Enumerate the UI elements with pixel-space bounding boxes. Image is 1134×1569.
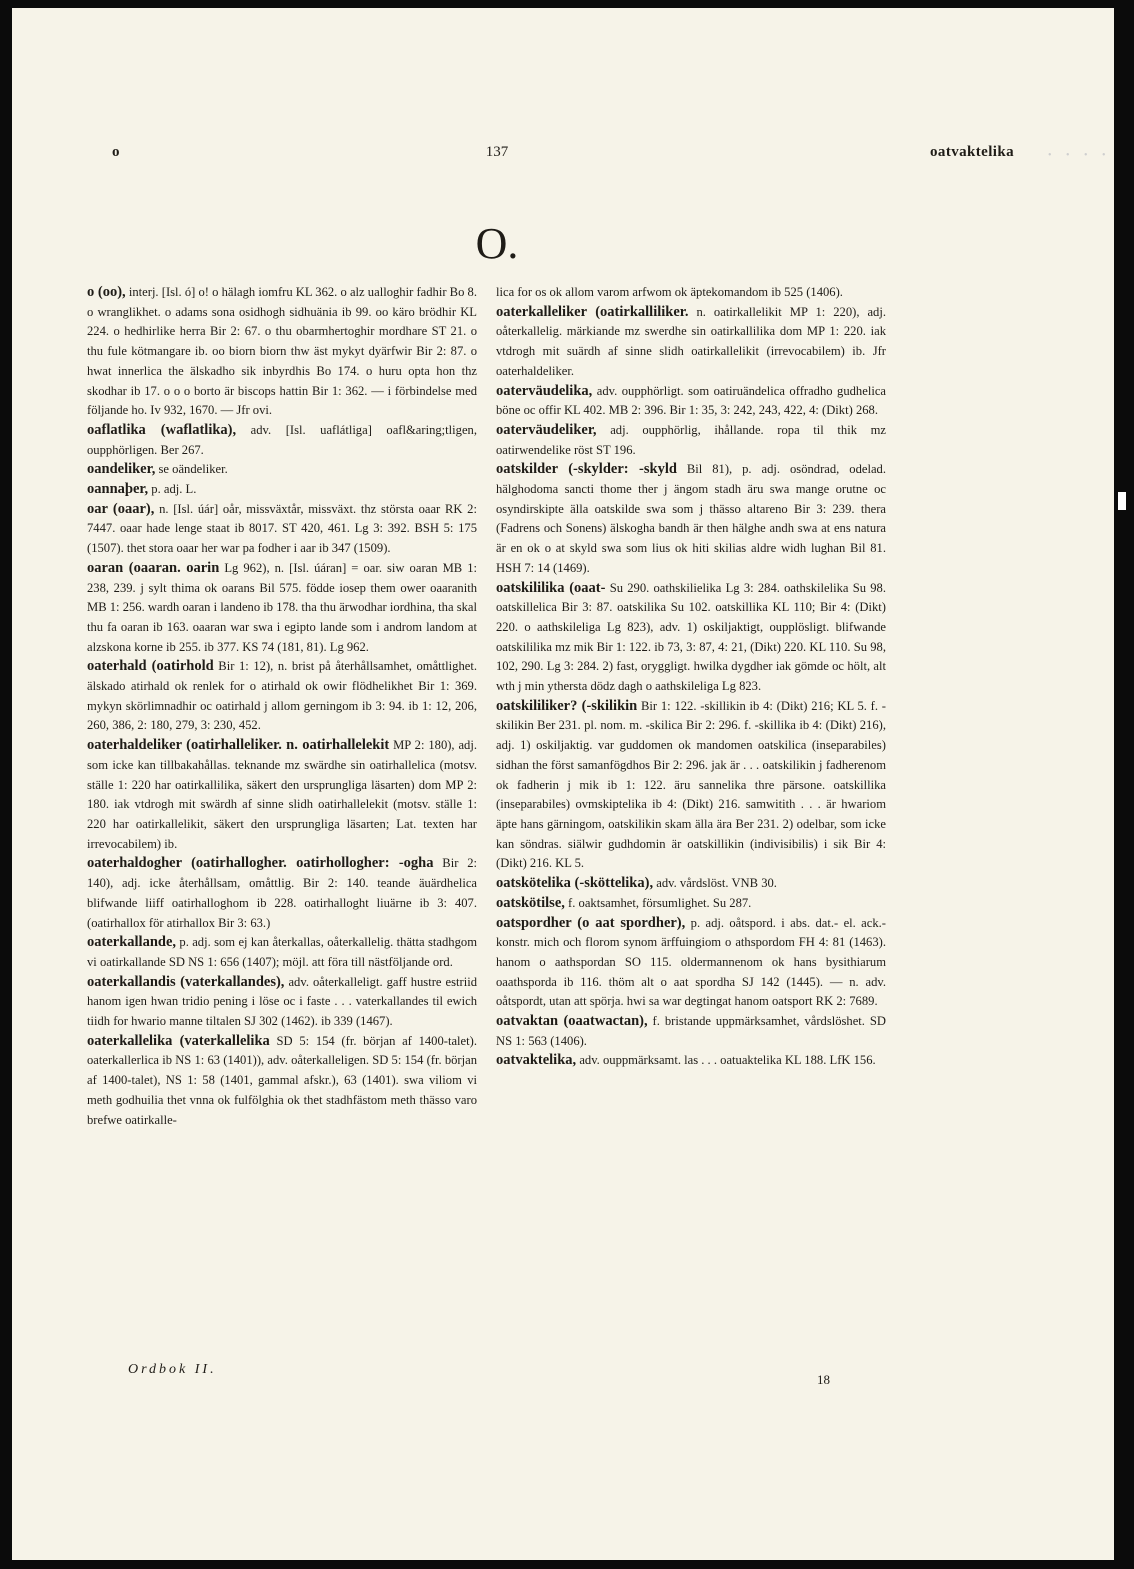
signature-mark: Ordbok II. — [128, 1362, 217, 1377]
running-head-left: o — [112, 144, 120, 160]
entry-body: adv. [Isl. uaflátliga] oafl&aring;tligen, oupphörligen. Ber 267. — [87, 422, 477, 457]
running-head-right: oatvaktelika — [930, 144, 1014, 160]
dictionary-entry — [496, 303, 886, 382]
headword: oaterkalleliker (oatirkalliliker. — [496, 303, 689, 320]
headword: oaterhaldogher (oatirhallogher. oatirhollogher: -ogha — [87, 855, 434, 872]
headword: oatspordher (o aat spordher), — [496, 914, 686, 931]
dictionary-entry — [496, 382, 886, 421]
entry-body: lica for os ok allom varom arfwom ok äptekomandom ib 525 (1406). — [496, 285, 843, 299]
dictionary-entry — [87, 421, 477, 460]
entry-body: n. [Isl. úár] oår, missväxtår, missväxt. thz största oaar RK 2: 7447. oaar hade lenge staat ib 8017. ST 420, 461. Lg 3: 392. BSH 5: 175 (1507). thet stora oaar her war pa fodher i aar ib 347 (1509). — [87, 501, 477, 556]
dictionary-entry — [496, 874, 886, 894]
dictionary-entry — [87, 973, 477, 1032]
headword: oatvaktan (oaatwactan), — [496, 1013, 648, 1030]
headword: oatskilder (-skylder: -skyld — [496, 461, 677, 478]
headword: o (oo), — [87, 284, 126, 300]
dictionary-entry — [87, 933, 477, 972]
dictionary-entry — [87, 559, 477, 658]
entry-body: f. oaktsamhet, försumlighet. Su 287. — [568, 895, 752, 910]
headword: oatvaktelika, — [496, 1052, 577, 1069]
headword: oaterhald (oatirhold — [87, 658, 214, 675]
entry-body: f. bristande uppmärksamhet, vårdslöshet. SD NS 1: 563 (1406). — [496, 1014, 886, 1048]
entry-body: p. adj. L. — [151, 482, 197, 497]
entry-body: adv. oupphörligt. som oatiruändelica offradho gudhelica böne oc offir KL 402. MB 2: 396. Bir 1: 35, 3: 242, 243, 422, 4: (Dikt) 268. — [496, 383, 886, 418]
section-letter: O. — [475, 219, 519, 268]
entry-body: Lg 962), n. [Isl. úáran] = oar. siw oaran MB 1: 238, 239. j sylt thima ok oarans Bil 575. födde iosep them ower oaaranith MB 1: 256. wardh oaran i landeno ib 178. tha thu ärwodhar iordhina, tha skal thu fa oaran ib 163. oaaran war swa i egipto lande som i androm landom at alzskona korne ib 255. ib 377. KS 74 (181, 81). Lg 962. — [87, 560, 477, 654]
entry-body: Bir 1: 12), n. brist på återhållsamhet, omåttlighet. älskado atirhald ok renlek for o atirhald ok owir flödhelikhet Bir 1: 369. mykyn skörlimnadhir oc oatirhald j allom gerningom ib 3: 94. ib 1: 12, 206, 260, 386, 2: 180, 279, 3: 230, 452. — [87, 659, 478, 733]
entry-body: p. adj. oåtspord. i abs. dat.- el. ack.-konstr. mich och florom synom ärffuingiom o athspordom FH 4: 81 (1463). hanom o aathspordan SO 115. oldermannenom ok hans bysithiarum oaathsporda ib 116. thöm alt o aat spordha SJ 142 (1445). — n. adv. oåtspordt, utan att spörja. hwi sa war degtingat hanom oatsport RK 2: 7689. — [496, 915, 886, 1009]
headword: oatskililika (oaat- — [496, 579, 606, 596]
dictionary-entry — [87, 1032, 477, 1131]
headword: oar (oaar), — [87, 500, 155, 517]
entry-body: Bir 1: 122. -skillikin ib 4: (Dikt) 216; KL 5. f. -skilikin Ber 231. pl. nom. m. -skilica Bir 2: 296. f. -skillika ib 4: (Dikt) 216), adj. 1) oskiljaktig. var guddomen ok mandomen oatskilica (inseparabiles) sidhan the först samanfögdhos Bir 2: 296. jak är . . . oatskilikin j fadherenom ok fadherin j mik ib 1: 122. äru sannelika thre pärsone. oatskillika (inseparabiles) ovmskiptelika ib 4: (Dikt) 216. samwitith . . . är hwariom äpte hans gärningom, oatskilikin skam älla ära Ber 231. 2) odelbar, som icke kan söndras. siälwir gudhdomin är oatskillikin (indivisibilis) i sik Bir 4: (Dikt) 216. KL 5. — [496, 698, 886, 871]
entry-body: p. adj. som ej kan återkallas, oåterkallelig. thätta stadhgom vi oatirkallande SD NS 1: 656 (1407); möjl. att föra till nästföljande ord. — [87, 935, 477, 969]
dictionary-entry — [87, 736, 477, 854]
dictionary-entry — [496, 460, 886, 578]
headword: oaran (oaaran. oarin — [87, 559, 220, 576]
dictionary-entry — [496, 894, 886, 914]
entry-body: adv. vårdslöst. VNB 30. — [656, 876, 777, 891]
headword: oaterkallandis (vaterkallandes), — [87, 973, 285, 990]
dictionary-entry — [496, 579, 886, 697]
entry-body: n. oatirkallelikit MP 1: 220), adj. oåterkallelig. märkiande mz swerdhe sin oatirkallilika dom MP 1: 220. iak vtdrogh mit suärdh af sinne slidh oatirkallelikit (irrevocabilem) ib. Jfr oaterhaldeliker. — [496, 304, 886, 378]
headword: oatskötelika (-sköttelika), — [496, 875, 654, 892]
headword: oatskililiker? (-skilikin — [496, 697, 638, 714]
headword: oatskötilse, — [496, 894, 565, 911]
dictionary-entry — [496, 697, 886, 874]
entry-body: Bil 81), p. adj. osöndrad, odelad. hälghodoma sancti thome ther j ängom stadh äru swa mange orutne oc osyndirskipte älla oatskilde swa som j thässo altareno Bir 3: 239. thera (Fadrens och Sonens) älskogha bandh är then hälghe andh swa at ens natura är en ok o at skyld swa som lius ok hiti skilias aldre widh lughan Bil 81. HSH 7: 14 (1469). — [496, 462, 886, 575]
entry-body: se oändeliker. — [158, 462, 228, 477]
dictionary-entry — [496, 421, 886, 460]
page-number: 137 — [485, 144, 509, 160]
entry-body: SD 5: 154 (fr. början af 1400-talet). oaterkallerlica ib NS 1: 63 (1401)), adv. oåterkalleligen. SD 5: 154 (fr. början af 1400-talet), NS 1: 58 (1401, gammal afskr.), 63 (1401). swa viliom vi meth godhuilia thet vnna ok fulfölghia ok thet stadhfästom meth thässo varo brefwe oatirkalle- — [87, 1033, 477, 1127]
headword: oandeliker, — [87, 461, 156, 478]
headword: oaterkallande, — [87, 934, 177, 951]
dictionary-entry — [496, 1012, 886, 1051]
dictionary-entry — [87, 480, 477, 500]
dictionary-entry — [87, 283, 477, 421]
entry-body: adv. oåterkalleligt. gaff hustre estriid hanom igen hwan tridio pening i löse oc i faste . . . vaterkallandes til ewich tiidh for hwario manne tiltalen SJ 302 (1462). ib 339 (1467). — [87, 974, 477, 1029]
headword: oaterväudeliker, — [496, 421, 597, 438]
dictionary-entry — [87, 854, 477, 933]
entry-body: Bir 2: 140), adj. icke återhållsam, omåttlig. Bir 2: 140. teande äuärdhelica blifwande liiff oatirhalloghom ib 228. oatirhalloght liuärne ib 3: 407. (oatirhallox för atirhallox Bir 3: 63.) — [87, 856, 478, 930]
edge-dots: • • • • — [1048, 150, 1112, 161]
dictionary-page — [12, 8, 1114, 1560]
left-column — [87, 283, 477, 1130]
entry-body: MP 2: 180), adj. som icke kan tillbakahållas. teknande mz swärdhe sin oatirhallelica (motsv. ställe 1: 220 har oatirkallilika, säkert den ursprungliga läsarten) dom MP 2: 180. iak vtdrogh mit swärdh af sinne slidh oatirhallelekit (motsv. ställe 1: 220 har oatirkallelikit, säkert den ursprungliga läsarten; Lat. texten har irrevocabilem) ib. — [87, 738, 477, 851]
dictionary-entry — [87, 500, 477, 559]
dictionary-entry — [496, 914, 886, 1013]
headword: oaterhaldeliker (oatirhalleliker. n. oatirhallelekit — [87, 737, 390, 754]
entry-body: adv. ouppmärksamt. las . . . oatuaktelika KL 188. LfK 156. — [579, 1053, 876, 1068]
sheet-number: 18 — [817, 1372, 830, 1387]
entry-body: interj. [Isl. ó] o! o hälagh iomfru KL 362. o alz ualloghir fadhir Bo 8. o wranglikhet. o adams sona osidhogh sidhuänia ib 99. oo käro brödhir KL 224. o hedhirlike herra Bir 2: 67. o thu obarmhertoghir mordhare ST 21. o thu fule kötmangare ib. oo biorn biorn thw äst mykyt dyärfwir Bir 2: 87. o hwat innerlica the älskadho sik inbyrdhis Bo 174. o huru opta hon thz skodhar ib 17. o o o borto är biscops hattin Bir 1: 362. — i förbindelse med följande ho. Iv 932, 1670. — Jfr ovi. — [87, 285, 477, 418]
entry-body: Su 290. oathskilielika Lg 3: 284. oathskilelika Su 98. oatskillelica Bir 3: 87. oatskilika Su 102. oatskillika KL 110; Bir 4: (Dikt) 220. o aathskileliga Lg 823), adv. 1) oskiljaktigt, oupplösligt. blifwande oatskililika mz mik Bir 1: 122. ib 73, 3: 87, 4: 21, (Dikt) 220. KL 110. Su 98, 102, 290. Lg 3: 284. 2) fast, oryggligt. hwilka dygdher iak gömde oc hölt, alt wth j min ythersta dödz dagh o aathskileliga Lg 823. — [496, 580, 887, 694]
headword: oaflatlika (waflatlika), — [87, 421, 237, 438]
headword: oaterkallelika (vaterkallelika — [87, 1032, 270, 1049]
entry-body: adj. oupphörlig, ihållande. ropa til thik mz oatirwendelike röst ST 196. — [496, 422, 886, 457]
dictionary-entry — [496, 283, 886, 303]
headword: oaterväudelika, — [496, 382, 593, 399]
dictionary-entry — [87, 657, 477, 736]
headword: oannaþer, — [87, 481, 149, 498]
dictionary-entry — [87, 460, 477, 480]
edge-tab — [1118, 492, 1126, 510]
dictionary-entry — [496, 1051, 886, 1071]
right-column — [496, 283, 886, 1071]
